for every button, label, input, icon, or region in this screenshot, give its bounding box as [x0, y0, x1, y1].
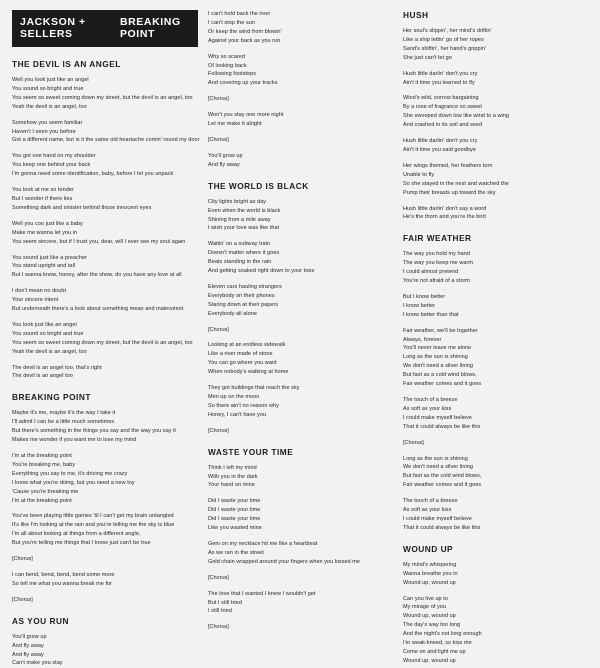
lyric-line: You stand upright and tall: [12, 263, 76, 270]
lyric-line: When nobody's walking at home: [208, 369, 289, 376]
album-name: BREAKING POINT: [119, 16, 181, 40]
lyric-stanza: [403, 561, 588, 588]
lyric-line: Hush little darlin' don't say a word: [403, 205, 487, 212]
lyric-line: Won't you stay one more night: [208, 112, 284, 119]
lyric-line: [Chorus]: [208, 427, 229, 434]
lyric-line: But fast as the cold wind blows,: [403, 473, 482, 480]
lyric-line: With you in the dark: [208, 473, 258, 480]
lyric-line: You seem so sweet coming down my street, but the devil is an angel, too: [12, 94, 193, 101]
lyric-line: As we ran in the street: [208, 549, 264, 556]
lyric-line: Fair weather comes and it goes: [403, 381, 482, 388]
lyric-line: Even when the world is black: [208, 207, 281, 214]
lyric-line: Shining from a mile away: [208, 216, 271, 223]
lyric-line: [Chorus]: [208, 624, 229, 631]
lyric-stanza: [208, 198, 393, 234]
lyric-line: [Chorus]: [403, 439, 424, 446]
lyric-line: Wound up, wound up: [403, 613, 456, 620]
lyric-line: I know better than that: [403, 311, 459, 318]
lyric-line: Got a different name, but is it the same old heartache comin' round my door: [12, 137, 200, 144]
lyric-stanza: [403, 396, 588, 432]
lyric-line: You sound so bright and true: [12, 330, 84, 337]
lyric-line: Doesn't matter where it goes: [208, 250, 280, 257]
lyric-line: Wound up, wound up: [403, 657, 456, 664]
lyric-line: Hush little darlin' don't you cry: [403, 70, 478, 77]
lyric-line: Can you live up to: [403, 595, 448, 602]
lyric-line: Somehow you seem familiar: [12, 119, 83, 126]
lyric-line: And fly away: [12, 642, 44, 649]
lyric-line: Like a river made of stone: [208, 351, 273, 358]
lyric-line: That it could always be like this: [403, 423, 481, 430]
lyric-line: You'll grow up: [208, 152, 243, 159]
lyric-line: Can't make you stay: [12, 660, 63, 667]
lyric-stanza: [208, 53, 393, 89]
lyrics-column-3: [403, 10, 588, 664]
lyric-stanza: [12, 119, 198, 146]
lyric-line: We don't need a silver lining: [403, 464, 473, 471]
lyric-line: Fair weather comes and it goes: [403, 482, 482, 489]
lyric-line: So there ain't no reason why: [208, 402, 279, 409]
lyric-line: Staring down at their papers: [208, 301, 279, 308]
lyric-line: You sound just like a preacher: [12, 254, 87, 261]
lyric-line: Fair weather, we'll be together: [403, 327, 478, 334]
song-section: [12, 392, 198, 604]
lyric-line: By a rose of fragrance so sweet: [403, 104, 482, 111]
lyric-line: I'm at the breaking point: [12, 453, 72, 459]
lyric-stanza: [208, 111, 393, 129]
lyric-stanza: [12, 321, 198, 357]
lyric-line: The way you keep me warm: [403, 260, 473, 267]
lyric-line: I wish your love was like that: [208, 225, 280, 232]
lyric-line: And the night's not long enough: [403, 631, 482, 638]
lyrics-column-1: [12, 10, 200, 667]
lyric-line: Your sincere intent: [12, 297, 59, 304]
lyric-line: Well you look just like an angel: [12, 77, 89, 83]
lyric-line: Honey, I can't have you: [208, 411, 267, 418]
lyric-stanza: [403, 70, 588, 88]
lyric-line: As soft as your kiss: [403, 507, 452, 514]
lyric-line: My mirage of you: [403, 604, 446, 611]
lyric-line: And fly away: [208, 161, 240, 168]
song-title: FAIR WEATHER: [403, 233, 472, 244]
lyric-line: You seem so sweet coming down my street, but the devil is an angel, too: [12, 339, 193, 346]
lyric-line: Long as the sun is shining: [403, 354, 468, 361]
lyric-stanza: [12, 571, 198, 589]
lyric-line: They got buildings that reach the sky: [208, 385, 300, 392]
lyric-line: Of looking back: [208, 62, 247, 69]
chorus-marker: [208, 574, 393, 583]
lyric-line: Everything you say to me, it's driving me crazy: [12, 470, 128, 477]
song-section: [208, 181, 393, 436]
lyric-stanza: [12, 220, 198, 247]
lyric-stanza: [403, 205, 588, 223]
song-title: BREAKING POINT: [12, 392, 91, 403]
lyric-line: Why so scared: [208, 53, 246, 60]
chorus-marker: [208, 136, 393, 145]
lyric-stanza: [208, 384, 393, 420]
lyric-line: Her wings themed, her feathers torn: [403, 162, 493, 169]
lyric-stanza: [12, 254, 198, 281]
lyric-line: So she stayed in the nest and watched the: [403, 180, 509, 187]
lyric-line: [Chorus]: [12, 596, 33, 603]
lyric-stanza: [403, 455, 588, 491]
column-1-songs: [12, 59, 198, 668]
lyric-line: Yeah the devil is an angel, too: [12, 103, 87, 110]
lyric-line: The love that I wanted I knew I wouldn't get: [208, 590, 316, 597]
lyric-stanza: [208, 283, 393, 319]
column-3-songs: [403, 10, 588, 666]
lyric-line: But I still tried: [208, 599, 242, 606]
lyric-stanza: [403, 250, 588, 286]
lyric-line: Makes me wonder if you want me to lose my mind: [12, 437, 137, 444]
lyric-line: But fast as a cold wind blows,: [403, 372, 477, 379]
lyrics-column-2: [208, 10, 393, 631]
lyric-line: Come on and light me up: [403, 648, 466, 655]
lyric-line: I could almost pretend: [403, 269, 459, 276]
lyric-line: Like a ship lettin' go of her ropes: [403, 36, 484, 43]
lyric-line: Long as the sun is shining: [403, 455, 468, 462]
lyric-line: The touch of a breeze: [403, 397, 458, 403]
lyric-line: Did I waste your time: [208, 516, 261, 523]
lyric-line: And covering up your tracks: [208, 80, 278, 87]
lyric-stanza: [208, 10, 393, 46]
lyric-line: [Chorus]: [208, 96, 229, 103]
lyric-line: He's the thorn and you're the bird: [403, 214, 486, 221]
lyric-line: Did I waste your time: [208, 498, 261, 505]
lyric-line: Unable to fly: [403, 171, 435, 178]
lyric-line: Gold chain wrapped around your fingers when you kissed me: [208, 558, 361, 565]
lyric-line: Everybody all alone: [208, 310, 257, 317]
chorus-marker: [208, 623, 393, 632]
lyric-line: And getting soaked right down to your toes: [208, 268, 315, 275]
lyric-line: Following footsteps: [208, 71, 257, 78]
lyric-line: I'm all about looking at things from a different angle,: [12, 531, 141, 538]
song-section: [208, 10, 393, 170]
lyric-line: Looking at an endless sidewalk: [208, 342, 286, 349]
lyric-stanza: [403, 327, 588, 389]
lyric-stanza: [208, 497, 393, 533]
lyric-line: Your hand on mine: [208, 482, 255, 489]
song-section: [12, 616, 198, 668]
chorus-marker: [403, 439, 588, 448]
lyric-line: I could make myself believe: [403, 515, 472, 522]
artist-name: JACKSON + SELLERS: [20, 16, 86, 40]
song-title: WASTE YOUR TIME: [208, 446, 294, 457]
song-section: [208, 447, 393, 633]
lyric-line: But I wanna know, honey, after the show, do you have any love at all: [12, 272, 182, 279]
lyric-line: The way you hold my hand: [403, 251, 470, 258]
lyric-line: But you're telling me things that I know just can't be true: [12, 540, 151, 547]
lyric-line: Eleven cars hauling strangers: [208, 283, 282, 290]
song-title: THE WORLD IS BLACK: [208, 180, 309, 191]
lyric-stanza: [208, 240, 393, 276]
lyric-line: You look at me so tender: [12, 187, 74, 194]
lyric-line: Did I waste your time: [208, 507, 261, 514]
lyric-stanza: [12, 512, 198, 548]
lyric-stanza: [403, 94, 588, 130]
lyric-line: Always, forever: [403, 336, 442, 343]
lyric-line: [Chorus]: [208, 326, 229, 333]
album-title-bar: [12, 10, 198, 47]
lyric-line: Wanna breathe you in: [403, 570, 458, 577]
song-section: [403, 233, 588, 532]
lyric-line: Let me make it alright: [208, 121, 262, 128]
song-section: [12, 59, 198, 381]
lyric-line: She just can't let go: [403, 54, 452, 61]
lyric-line: Wound up, wound up: [403, 579, 456, 586]
lyric-stanza: [403, 137, 588, 155]
lyric-line: I'll admit I can be a little much sometimes: [12, 419, 115, 426]
lyric-line: And crashed in its soil and seed: [403, 122, 483, 129]
lyric-stanza: [403, 293, 588, 320]
lyric-stanza: [12, 364, 198, 382]
lyric-line: That it could always be like this: [403, 524, 481, 531]
chorus-marker: [208, 95, 393, 104]
lyric-line: Ain't it time you said goodbye: [403, 146, 476, 153]
lyric-line: I'm weak-kneed, so kiss me: [403, 640, 472, 647]
chorus-marker: [12, 555, 198, 564]
lyric-line: [Chorus]: [12, 556, 33, 563]
lyric-line: You'll never leave me alone: [403, 345, 472, 352]
lyric-line: Ain't it time you learned to fly: [403, 79, 475, 86]
lyric-line: [Chorus]: [208, 574, 229, 581]
lyric-line: I still tried: [208, 608, 232, 615]
lyric-line: City lights bright as day: [208, 198, 267, 205]
song-title: AS YOU RUN: [12, 615, 69, 626]
lyric-stanza: [208, 540, 393, 567]
lyric-line: You keep one behind your back: [12, 162, 91, 169]
lyric-line: Haven't I seen you before: [12, 128, 76, 135]
lyric-line: Gem on my necklace hit me like a heartbeat: [208, 540, 318, 547]
lyric-line: But I know better: [403, 293, 446, 300]
lyric-line: The touch of a breeze: [403, 498, 458, 505]
chorus-marker: [208, 427, 393, 436]
lyric-line: You can go where you want: [208, 360, 277, 367]
lyric-line: Waitin' on a subway train: [208, 241, 271, 248]
lyric-line: Like you wasted mine: [208, 525, 262, 532]
lyric-line: Pump their breasts up toward the sky: [403, 189, 496, 196]
lyric-line: Or keep the wind from blowin': [208, 28, 282, 35]
lyric-line: As soft as your kiss: [403, 405, 452, 412]
lyric-line: We don't need a silver lining: [403, 363, 473, 370]
lyric-line: Yeah the devil is an angel, too: [12, 348, 87, 355]
lyric-line: Maybe it's me, maybe it's the way I take it: [12, 410, 116, 417]
lyric-line: My mind's whispering: [403, 561, 457, 568]
lyric-line: I'm gonna need some identification, baby, before I let you unpack: [12, 171, 174, 178]
lyric-line: You'll grow up: [12, 633, 47, 640]
lyric-line: Men up on the moon: [208, 394, 260, 400]
lyric-stanza: [403, 595, 588, 666]
lyric-line: You seem sincere, but if I trust you, dear, will I ever see my soul again: [12, 238, 186, 245]
lyric-stanza: [12, 633, 198, 668]
lyric-line: Well you coo just like a baby: [12, 220, 83, 227]
lyric-line: But I wonder if there lies: [12, 195, 73, 202]
lyric-stanza: [403, 27, 588, 63]
lyric-line: Think I left my mind: [208, 464, 257, 471]
lyric-line: Make me wanna let you in: [12, 229, 78, 236]
lyric-line: Something dark and sinister behind those innocent eyes: [12, 204, 152, 211]
lyric-stanza: [12, 409, 198, 445]
lyric-stanza: [208, 341, 393, 377]
lyric-stanza: [403, 162, 588, 198]
lyric-stanza: [208, 464, 393, 491]
lyric-stanza: [12, 287, 198, 314]
lyric-line: Everybody on their phones: [208, 292, 275, 299]
lyric-line: I can't hold back the river: [208, 11, 271, 17]
lyric-line: I can't stop the sun: [208, 19, 255, 26]
lyric-line: Wind's wild, sorrow bargaining: [403, 95, 479, 102]
lyric-line: The devil is an angel too: [12, 373, 73, 380]
lyric-line: You sound so bright and true: [12, 85, 84, 92]
lyric-line: But underneath there's a look about something mean and malevolent: [12, 306, 184, 313]
lyric-line: And fly away: [12, 651, 44, 658]
lyric-line: You've been playing little games 'til I can't get my brain untangled: [12, 513, 174, 520]
lyric-line: I can bend, bend, bend, bend some more: [12, 571, 115, 578]
lyric-line: Her soul's slippin', her mind's driftin': [403, 28, 492, 34]
lyric-stanza: [403, 497, 588, 533]
lyric-line: I don't mean no doubt: [12, 288, 67, 295]
lyric-line: Sand's shiftin', her hand's grippin': [403, 45, 487, 52]
song-title: WOUND UP: [403, 543, 454, 554]
lyric-line: The day's way too long: [403, 622, 461, 629]
chorus-marker: [208, 326, 393, 335]
lyric-line: You're not afraid of a storm: [403, 278, 471, 285]
column-2-songs: [208, 10, 393, 639]
song-section: [403, 10, 588, 222]
lyric-line: I know better: [403, 302, 436, 309]
song-section: [403, 544, 588, 666]
lyric-stanza: [12, 186, 198, 213]
lyric-stanza: [12, 76, 198, 112]
lyric-stanza: [12, 452, 198, 505]
lyric-line: 'Cause you're breaking me: [12, 488, 79, 495]
chorus-marker: [12, 596, 198, 605]
lyric-line: She swooped down low like wind to a wing: [403, 113, 509, 120]
song-title: HUSH: [403, 10, 429, 20]
lyric-stanza: [12, 152, 198, 179]
lyric-line: So tell me what you wanna break me for: [12, 580, 113, 587]
lyric-line: You got one hand on my shoulder: [12, 153, 96, 160]
lyric-stanza: [208, 152, 393, 170]
lyric-line: I'm at the breaking point: [12, 497, 72, 504]
lyric-line: Beats standing in the rain: [208, 259, 272, 266]
lyric-line: [Chorus]: [208, 136, 229, 143]
lyric-line: I could make myself believe: [403, 414, 472, 421]
lyric-line: Hush little darlin' don't you cry: [403, 138, 478, 145]
lyric-line: Against your back as you run: [208, 37, 281, 44]
lyric-line: You look just like an angel: [12, 321, 77, 328]
lyric-line: But there's something in the things you say and the way you say it: [12, 428, 176, 435]
song-title: THE DEVIL IS AN ANGEL: [12, 59, 121, 69]
lyric-stanza: [208, 590, 393, 617]
lyric-line: The devil is an angel too, that's right: [12, 364, 102, 371]
lyric-line: I know what you're doing, but you need a new toy: [12, 479, 135, 486]
lyric-line: It's like I'm looking at the rain and you're telling me the sky is blue: [12, 522, 175, 529]
lyric-line: You're breaking me, baby: [12, 461, 76, 468]
